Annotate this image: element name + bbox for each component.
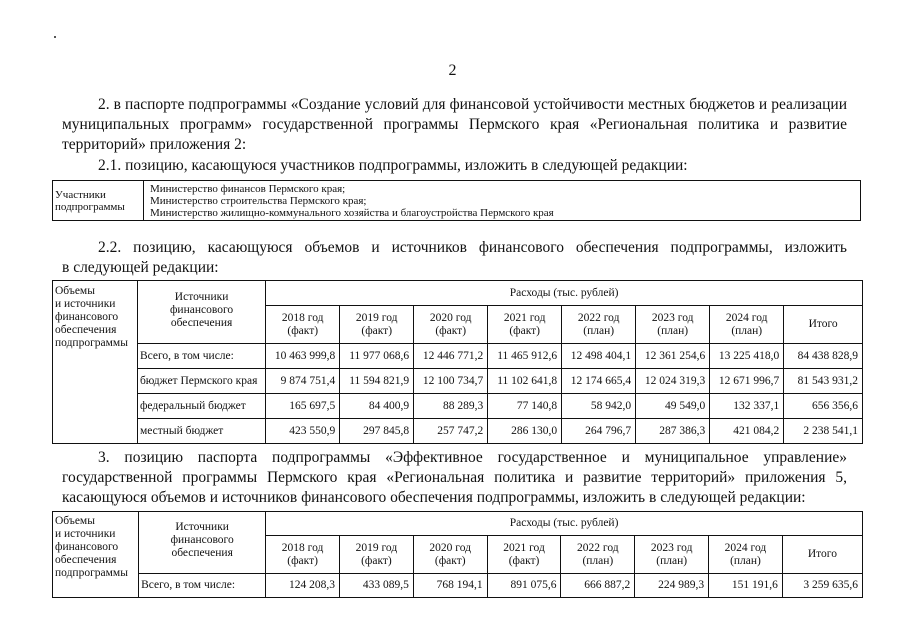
value-cell: 12 361 254,6	[636, 344, 710, 369]
year-kind: (факт)	[435, 324, 467, 337]
year-kind: (план)	[656, 554, 688, 567]
year-label: 2024 год	[724, 541, 767, 554]
participants-label: Участники	[55, 188, 106, 201]
value-cell: 12 498 404,1	[562, 344, 636, 369]
participant-item: Министерство жилищно-коммунального хозяйства и благоустройства Пермского края	[150, 206, 554, 219]
value-cell: 165 697,5	[266, 394, 340, 419]
expenses-header: Расходы (тыс. рублей)	[266, 281, 863, 306]
value-cell: 257 747,2	[414, 419, 488, 444]
total-cell: 656 356,6	[784, 394, 863, 419]
year-label: 2019 год	[355, 541, 398, 554]
participant-item: Министерство финансов Пермского края;	[150, 182, 346, 195]
scan-speck	[54, 36, 56, 38]
row-header-line: подпрограммы	[55, 337, 128, 349]
value-cell: 891 075,6	[487, 574, 561, 598]
year-kind: (план)	[731, 324, 763, 337]
year-kind: (факт)	[508, 554, 540, 567]
value-cell: 11 977 068,6	[340, 344, 414, 369]
value-cell: 13 225 418,0	[710, 344, 784, 369]
year-kind: (факт)	[361, 554, 392, 567]
section-3-line: 3. позицию паспорта подпрограммы «Эффективное государственное и муниципальное управление»	[98, 449, 847, 466]
row-label: Всего, в том числе:	[137, 344, 265, 369]
value-cell: 49 549,0	[636, 394, 710, 419]
sources-header-cell	[139, 512, 266, 574]
row-header-line: обеспечения	[55, 324, 117, 336]
participant-item: Министерство строительства Пермского края;	[150, 194, 367, 207]
year-kind: (факт)	[287, 554, 318, 567]
value-cell: 10 463 999,8	[266, 344, 340, 369]
page-number: 2	[448, 62, 457, 79]
value-cell: 12 100 734,7	[414, 369, 488, 394]
value-cell: 11 594 821,9	[340, 369, 414, 394]
value-cell: 768 194,1	[413, 574, 487, 598]
year-header	[266, 306, 340, 344]
year-header	[413, 536, 487, 574]
value-cell: 84 400,9	[340, 394, 414, 419]
year-label: 2023 год	[651, 311, 694, 324]
year-label: 2020 год	[429, 311, 472, 324]
value-cell: 224 989,3	[635, 574, 709, 598]
row-header-line: подпрограммы	[55, 567, 128, 579]
section-3-line: касающуюся объемов и источников финансового обеспечения подпрограммы, изложить в следующей редакции:	[62, 489, 806, 506]
table-row	[53, 574, 863, 598]
table-row	[53, 394, 863, 419]
value-cell: 58 942,0	[562, 394, 636, 419]
value-cell: 286 130,0	[488, 419, 562, 444]
section-2-intro-line: муниципальных программ» государственной программы Пермского края «Региональная политика и развитие	[62, 116, 847, 133]
value-cell: 88 289,3	[414, 394, 488, 419]
total-cell: 2 238 541,1	[784, 419, 863, 444]
year-label: 2021 год	[503, 311, 546, 324]
value-cell: 9 874 751,4	[266, 369, 340, 394]
finance-table-1	[52, 280, 863, 444]
sources-header-line: финансового	[169, 304, 234, 316]
table-row	[53, 419, 863, 444]
item-2-1-text: 2.1. позицию, касающуюся участников подпрограммы, изложить в следующей редакции:	[98, 157, 688, 174]
item-2-2-line: в следующей редакции:	[62, 259, 219, 276]
section-2-intro-line: территорий» приложения 2:	[62, 136, 247, 153]
sources-header-line: обеспечения	[171, 547, 233, 559]
value-cell: 151 191,6	[709, 574, 783, 598]
expenses-header: Расходы (тыс. рублей)	[266, 512, 863, 536]
table-row	[53, 344, 863, 369]
year-header	[266, 536, 340, 574]
total-header: Итого	[784, 306, 863, 344]
row-label: местный бюджет	[137, 419, 265, 444]
year-header	[340, 306, 414, 344]
row-header-line: и источники	[55, 298, 116, 310]
year-kind: (план)	[730, 554, 761, 567]
value-cell: 423 550,9	[266, 419, 340, 444]
sources-header-line: Источники	[175, 521, 229, 533]
participants-label-cell	[53, 181, 144, 221]
row-header-line: Объемы	[55, 515, 95, 527]
row-header-line: и источники	[55, 528, 116, 540]
value-cell: 12 446 771,2	[414, 344, 488, 369]
value-cell: 124 208,3	[266, 574, 340, 598]
row-header-cell	[53, 512, 139, 598]
total-cell: 3 259 635,6	[782, 574, 862, 598]
year-kind: (факт)	[287, 324, 319, 337]
year-kind: (план)	[582, 554, 614, 567]
value-cell: 77 140,8	[488, 394, 562, 419]
year-header	[561, 536, 635, 574]
year-label: 2018 год	[281, 541, 324, 554]
value-cell: 264 796,7	[562, 419, 636, 444]
year-label: 2024 год	[725, 311, 768, 324]
year-header	[635, 536, 709, 574]
year-header	[636, 306, 710, 344]
section-3-line: государственной программы Пермского края «Региональная политика и развитие территорий» приложения 5,	[62, 469, 847, 486]
row-header-line: обеспечения	[55, 554, 117, 566]
value-cell: 132 337,1	[710, 394, 784, 419]
year-label: 2023 год	[650, 541, 693, 554]
value-cell: 666 887,2	[561, 574, 635, 598]
year-header	[562, 306, 636, 344]
section-2-intro	[62, 95, 847, 155]
year-label: 2020 год	[429, 541, 471, 554]
year-header	[710, 306, 784, 344]
value-cell: 11 465 912,6	[488, 344, 562, 369]
year-kind: (факт)	[361, 324, 393, 337]
year-label: 2022 год	[577, 311, 620, 324]
value-cell: 12 174 665,4	[562, 369, 636, 394]
year-kind: (факт)	[509, 324, 541, 337]
year-kind: (факт)	[434, 554, 466, 567]
row-label: бюджет Пермского края	[137, 369, 265, 394]
value-cell: 421 084,2	[710, 419, 784, 444]
participants-label: подпрограммы	[55, 200, 125, 213]
row-header-cell	[53, 281, 138, 444]
value-cell: 11 102 641,8	[488, 369, 562, 394]
finance-table-2	[52, 511, 863, 598]
value-cell: 297 845,8	[340, 419, 414, 444]
year-label: 2022 год	[577, 541, 619, 554]
value-cell: 433 089,5	[340, 574, 414, 598]
sources-header-cell	[137, 281, 265, 344]
year-header	[488, 306, 562, 344]
year-header	[340, 536, 414, 574]
year-kind: (план)	[583, 324, 615, 337]
row-header-line: финансового	[55, 541, 119, 553]
value-cell: 287 386,3	[636, 419, 710, 444]
year-label: 2019 год	[355, 311, 398, 324]
table-row	[53, 369, 863, 394]
total-cell: 84 438 828,9	[784, 344, 863, 369]
value-cell: 12 024 319,3	[636, 369, 710, 394]
item-2-2-line: 2.2. позицию, касающуюся объемов и источников финансового обеспечения подпрограммы, изложить	[98, 239, 847, 256]
year-kind: (план)	[657, 324, 689, 337]
item-2-2-text	[62, 238, 847, 278]
row-header-line: финансового	[55, 311, 119, 323]
total-cell: 81 543 931,2	[784, 369, 863, 394]
participants-table	[52, 180, 861, 221]
year-header	[709, 536, 783, 574]
sources-header-line: Источники	[174, 291, 229, 303]
row-header-line: Объемы	[55, 285, 95, 297]
row-label: Всего, в том числе:	[139, 574, 266, 598]
sources-header-line: финансового	[170, 534, 234, 546]
year-label: 2018 год	[281, 311, 324, 324]
row-label: федеральный бюджет	[137, 394, 265, 419]
section-2-intro-line: 2. в паспорте подпрограммы «Создание условий для финансовой устойчивости местных бюджетов и реализации	[98, 96, 847, 113]
total-header: Итого	[782, 536, 862, 574]
participants-list-cell	[144, 181, 861, 221]
sources-header-line: обеспечения	[170, 317, 233, 329]
year-header	[414, 306, 488, 344]
year-header	[487, 536, 561, 574]
year-label: 2021 год	[503, 541, 545, 554]
section-3-text	[62, 448, 847, 508]
value-cell: 12 671 996,7	[710, 369, 784, 394]
